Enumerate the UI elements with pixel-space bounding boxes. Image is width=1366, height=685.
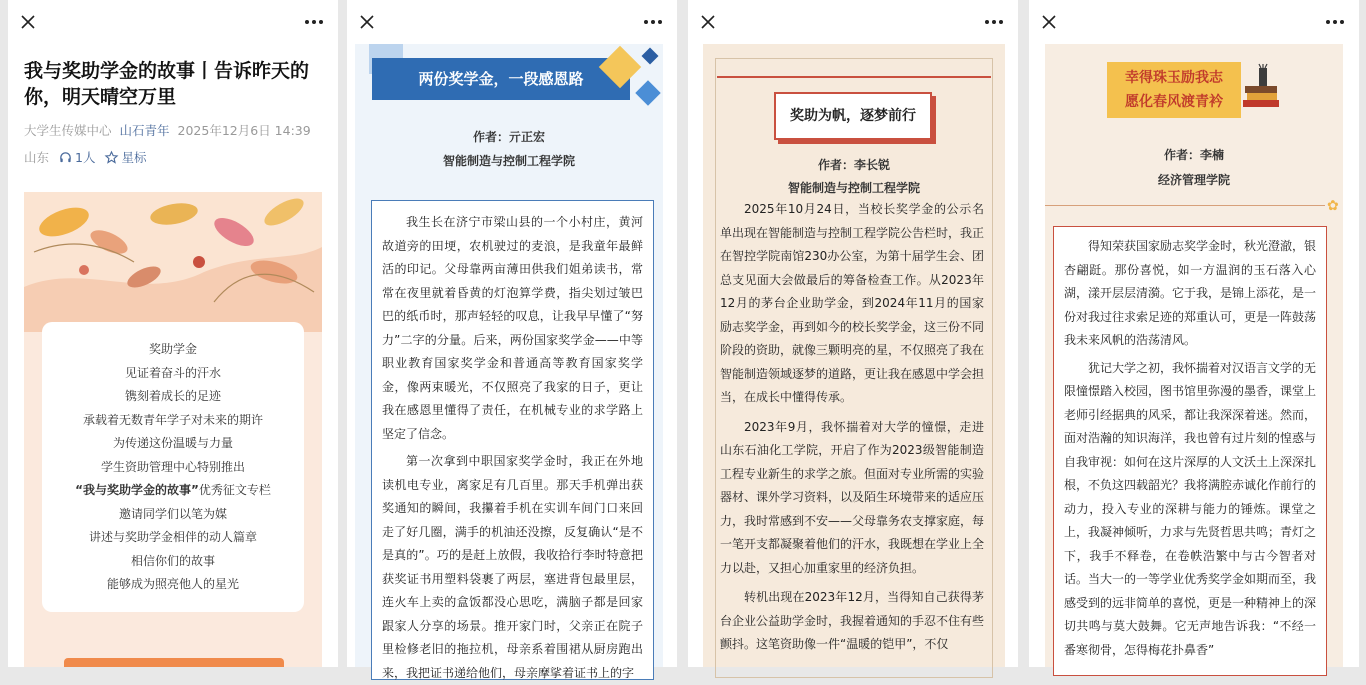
flower-icon: ✿ bbox=[1327, 198, 1339, 214]
star-button[interactable] bbox=[105, 148, 146, 166]
poem-line: 学生资助管理中心特别推出 bbox=[100, 459, 245, 474]
article-panel-2 bbox=[347, 0, 677, 680]
star-icon bbox=[105, 151, 118, 164]
paragraph: 第一次拿到中职国家奖学金时，我正在外地读机电专业，离家足有几百里。那天手机弹出获奖通知的瞬间，我攥着手机在实训车间门口来回走了好几圈，满手的机油还没擦，反复确认“是不是真的”。巧的是赶上放假，我收拾行李时特意把获奖证书用塑料袋裹了两层，塞进背包最里层，连火车上卖的盒饭都没心思吃，满脑子都是回家跟家人分享的场景。推开家门时，父亲正在院子里检修老旧的拖拉机，母亲系着围裙从厨房跑出来，我把证书递给他们，母亲摩挲着证书上的字 bbox=[382, 454, 643, 680]
article-body bbox=[1053, 226, 1327, 676]
decorative-strip bbox=[64, 658, 284, 667]
article-panel-1 bbox=[8, 0, 338, 667]
more-icon[interactable] bbox=[641, 12, 665, 32]
paragraph: 犹记大学之初，我怀揣着对汉语言文学的无限憧憬踏入校园，图书馆里弥漫的墨香，课堂上老师引经据典的风采，都让我深深着迷。然而，面对浩瀚的知识海洋，我也曾有过片刻的惶惑与自我审视：如何在这片深厚的人文沃土上深深扎根，不负这四载韶光？我将满腔赤诚化作前行的动力，投入专业的深耕与能力的锤炼。课堂之上，我凝神倾听，力求与先贤哲思共鸣；青灯之下，我手不释卷，在卷帙浩繁中与古今智者对话。当大一的一等学业优秀奖学金如期而至，我感受到的远非简单的喜悦，更是一种精神上的深切共鸣与莫大鼓舞。它无声地告诉我：“不经一番寒彻骨，怎得梅花扑鼻香” bbox=[1064, 360, 1317, 657]
poem-line: 见证着奋斗的汗水 bbox=[124, 365, 221, 380]
title-line: 幸得珠玉励我志 bbox=[1125, 70, 1223, 86]
star-label: 星标 bbox=[121, 150, 147, 165]
books-icon bbox=[1239, 64, 1283, 114]
poem-bold-text: “我与奖助学金的故事” bbox=[75, 483, 199, 497]
headphones-icon bbox=[59, 151, 72, 164]
section-title: 两份奖学金，一段感恩路 bbox=[372, 58, 630, 100]
author-line: 作者：李楠 bbox=[1163, 148, 1224, 162]
top-bar bbox=[347, 0, 677, 44]
article-panel-3 bbox=[688, 0, 1018, 667]
article-meta-2 bbox=[24, 148, 322, 166]
top-bar bbox=[1029, 0, 1359, 44]
account-link[interactable]: 山石青年 bbox=[119, 123, 170, 138]
article-body bbox=[371, 200, 654, 680]
close-icon[interactable] bbox=[357, 12, 377, 32]
paragraph: 转机出现在2023年12月，当得知自己获得茅台企业公益助学金时，我握着通知的手忍不住有些颤抖。这笔资助像一件“温暖的铠甲”，不仅 bbox=[720, 590, 985, 651]
top-bar bbox=[688, 0, 1018, 44]
listen-button[interactable] bbox=[59, 148, 95, 166]
close-icon[interactable] bbox=[698, 12, 718, 32]
college-line: 智能制造与控制工程学院 bbox=[442, 154, 575, 168]
more-icon[interactable] bbox=[1323, 12, 1347, 32]
divider bbox=[1045, 205, 1325, 206]
college-line: 经济管理学院 bbox=[1157, 173, 1230, 187]
listener-count: 1人 bbox=[75, 150, 96, 165]
article-meta bbox=[24, 122, 322, 140]
title-line: 愿化春风渡青衿 bbox=[1125, 94, 1223, 110]
article-body bbox=[720, 198, 984, 657]
top-bar bbox=[8, 0, 338, 44]
author-line: 作者：亓正宏 bbox=[472, 130, 545, 144]
poem-line: 能够成为照亮他人的星光 bbox=[106, 577, 239, 591]
poem-card bbox=[42, 322, 304, 612]
location-label: 山东 bbox=[24, 150, 50, 165]
poem-line: 邀请同学们以笔为媒 bbox=[118, 506, 227, 521]
paragraph: 2025年10月24日，当校长奖学金的公示名单出现在智能制造与控制工程学院公告栏时，我正在智控学院南馆230办公室，为第十届学生会、团总支见面大会做最后的筹备检查工作。从2023年12月的茅台企业助学金，到2024年11月的国家励志奖学金，再到如今的校长奖学金，这三份不同阶段的资助，就像三颗明亮的星，不仅照亮了我在智能制造领域逐梦的道路，更让我在感恩中学会担当，在成长中懂得传承。 bbox=[720, 202, 985, 404]
paragraph: 2023年9月，我怀揣着对大学的憧憬，走进山东石油化工学院，开启了作为2023级智能制造工程专业新生的求学之旅。但面对专业所需的实验器材、课外学习资料，以及陌生环境带来的适应压力，我时常感到不安——父母靠务农支撑家庭，每一笔开支都凝聚着他们的汗水，我既想在学业上全力以赴，又担心加重家里的经济负担。 bbox=[720, 419, 985, 575]
more-icon[interactable] bbox=[302, 12, 326, 32]
cover-banner bbox=[24, 192, 322, 667]
college-line: 智能制造与控制工程学院 bbox=[787, 181, 920, 195]
source-label: 大学生传媒中心 bbox=[24, 123, 112, 138]
paragraph: 我生长在济宁市梁山县的一个小村庄，黄河故道旁的田埂，农机驶过的麦浪，是我童年最鲜活的印记。父母靠两亩薄田供我们姐弟读书，常常在夜里就着昏黄的灯泡算学费，指尖划过皱巴巴的纸币时，那声轻轻的叹息，让我早早懂了“努力”二字的分量。后来，两份国家奖学金——中等职业教育国家奖学金和普通高等教育国家奖学金，像两束暖光，不仅照亮了我家的日子，更让我在感恩里懂得了责任，在机械专业的求学路上坚定了信念。 bbox=[382, 215, 643, 441]
article-title: 我与奖助学金的故事丨告诉昨天的你，明天晴空万里 bbox=[24, 60, 310, 108]
autumn-leaves-illustration bbox=[24, 192, 322, 332]
poem-line: 相信你们的故事 bbox=[130, 553, 215, 568]
poem-line-highlight bbox=[42, 479, 304, 503]
section-title: 奖助为帆，逐梦前行 bbox=[774, 92, 932, 140]
author-line: 作者：李长锐 bbox=[817, 158, 890, 172]
close-icon[interactable] bbox=[18, 12, 38, 32]
article-panel-4 bbox=[1029, 0, 1359, 667]
publish-time: 2025年12月6日 14:39 bbox=[177, 123, 311, 138]
poem-line: 镌刻着成长的足迹 bbox=[124, 389, 221, 403]
poem-line: 讲述与奖助学金相伴的动人篇章 bbox=[88, 530, 257, 544]
more-icon[interactable] bbox=[982, 12, 1006, 32]
paragraph: 得知荣获国家励志奖学金时，秋光澄澈，银杏翩跹。那份喜悦，如一方温润的玉石落入心湖，漾开层层清漪。它于我，是锦上添花，是一份对我过往求索足迹的郑重认可，更是一阵鼓荡我未来风帆的浩荡清风。 bbox=[1064, 239, 1317, 347]
section-title bbox=[1107, 62, 1241, 118]
poem-line: 承载着无数青年学子对未来的期许 bbox=[82, 412, 263, 427]
close-icon[interactable] bbox=[1039, 12, 1059, 32]
poem-line: 奖助学金 bbox=[148, 342, 197, 356]
poem-rest-text: 优秀征文专栏 bbox=[198, 483, 271, 497]
poem-line: 为传递这份温暖与力量 bbox=[112, 436, 233, 450]
